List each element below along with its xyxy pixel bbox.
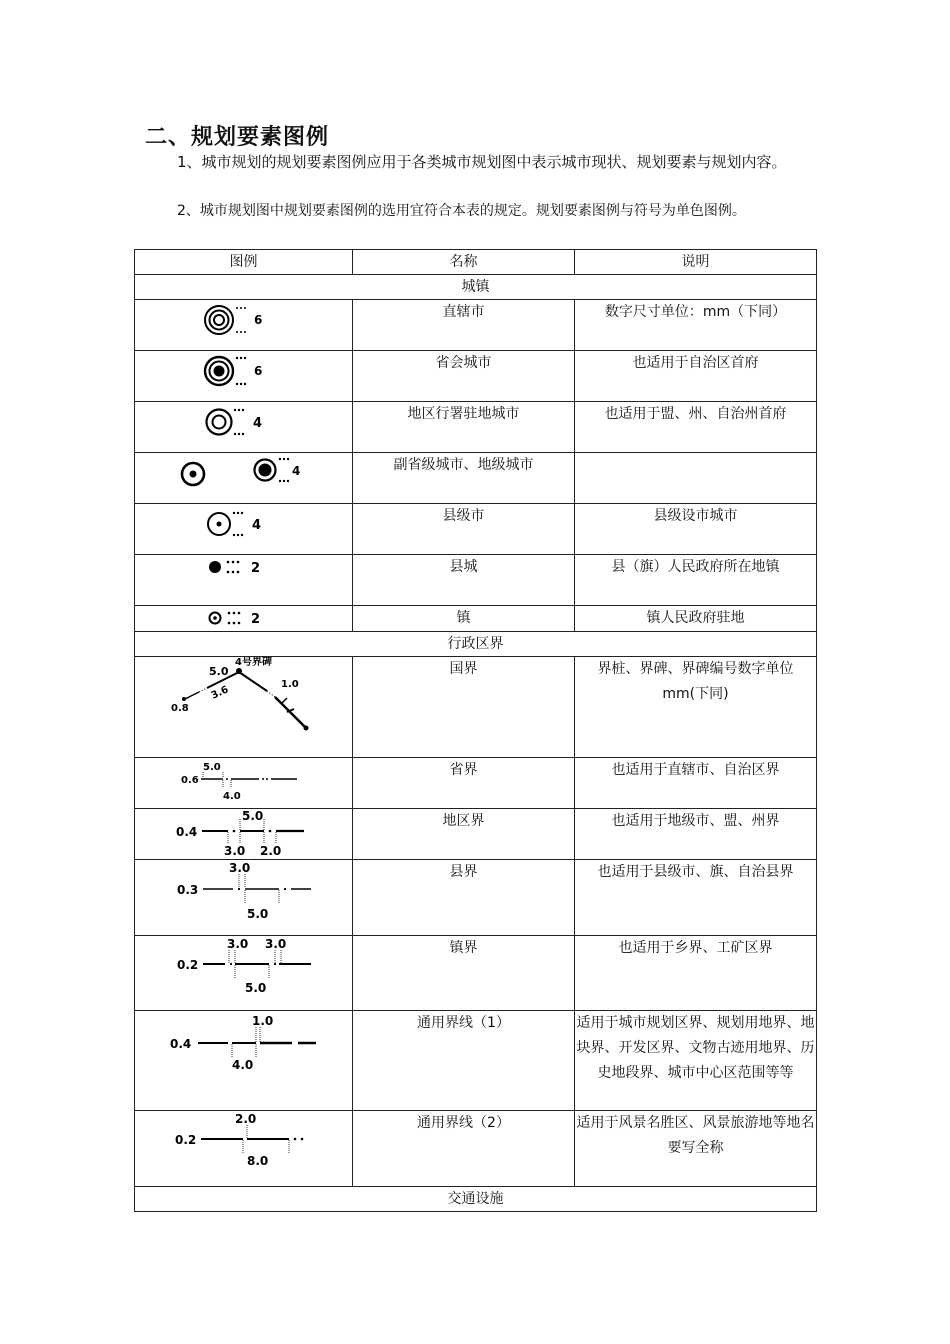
dimension-label: 0.4 — [170, 1037, 192, 1051]
name-cell: 省界 — [353, 758, 575, 809]
section-traffic: 交通设施 — [135, 1187, 817, 1212]
dimension-label: 1.0 — [280, 679, 299, 690]
double-circle-dot-symbol-icon — [199, 351, 289, 391]
size-label: 2 — [250, 612, 260, 627]
size-label: 6 — [253, 313, 262, 327]
symbol-provincial-border — [135, 758, 353, 809]
desc-cell: 镇人民政府驻地 — [575, 606, 817, 632]
provincial-border-line-icon — [179, 758, 309, 804]
symbol-town — [135, 606, 353, 632]
table-row — [135, 936, 817, 1011]
symbol-county-border — [135, 860, 353, 936]
desc-cell: 县（旗）人民政府所在地镇 — [575, 555, 817, 606]
solid-dot-symbol-icon — [199, 555, 289, 579]
header-description: 说明 — [575, 250, 817, 275]
dimension-label: 4.0 — [222, 791, 241, 802]
dimension-label: 8.0 — [247, 1154, 269, 1168]
circle-dot-pair-symbol-icon — [179, 453, 309, 493]
table-header-row — [135, 250, 817, 275]
small-circle-dot-symbol-icon — [199, 606, 289, 628]
dimension-label: 5.0 — [241, 809, 263, 823]
table-row — [135, 351, 817, 402]
name-cell: 省会城市 — [353, 351, 575, 402]
paragraph-1: 1、城市规划的规划要素图例应用于各类城市规划图中表示城市现状、规划要素与规划内容。 — [177, 153, 787, 171]
dimension-label: 3.0 — [227, 937, 249, 951]
desc-cell: 数字尺寸单位：mm（下同） — [575, 300, 817, 351]
desc-cell: 也适用于地级市、盟、州界 — [575, 809, 817, 860]
table-row — [135, 657, 817, 758]
dimension-label: 3.0 — [265, 937, 287, 951]
table-row — [135, 453, 817, 504]
dimension-label: 3.0 — [223, 844, 245, 857]
name-cell: 地区行署驻地城市 — [353, 402, 575, 453]
name-cell: 地区界 — [353, 809, 575, 860]
name-cell: 县城 — [353, 555, 575, 606]
section-boundary: 行政区界 — [135, 632, 817, 657]
double-circle-symbol-icon — [199, 402, 289, 442]
dimension-label: 4.0 — [232, 1058, 254, 1072]
desc-cell: 也适用于乡界、工矿区界 — [575, 936, 817, 1011]
page-title: 二、规划要素图例 — [145, 125, 330, 150]
symbol-prefecture-border — [135, 809, 353, 860]
dimension-label: 2.0 — [235, 1112, 257, 1126]
desc-cell: 也适用于盟、州、自治州首府 — [575, 402, 817, 453]
size-label: 4 — [251, 518, 261, 533]
table-row — [135, 300, 817, 351]
name-cell: 国界 — [353, 657, 575, 758]
table-row — [135, 402, 817, 453]
dimension-label: 5.0 — [245, 981, 267, 995]
symbol-general-boundary-2 — [135, 1111, 353, 1187]
desc-cell: 适用于城市规划区界、规划用地界、地块界、开发区界、文物古迹用地界、历史地段界、城市中心区范围等等 — [575, 1011, 817, 1111]
dimension-label: 0.2 — [177, 958, 199, 972]
name-cell: 县界 — [353, 860, 575, 936]
size-label: 6 — [253, 364, 262, 378]
table-row — [135, 809, 817, 860]
name-cell: 镇 — [353, 606, 575, 632]
header-legend: 图例 — [135, 250, 353, 275]
dimension-label: 3.0 — [229, 861, 251, 875]
desc-cell: 也适用于直辖市、自治区界 — [575, 758, 817, 809]
table-row — [135, 606, 817, 632]
section-town: 城镇 — [135, 275, 817, 300]
size-label: 4 — [252, 416, 262, 431]
name-cell: 直辖市 — [353, 300, 575, 351]
symbol-county-town — [135, 555, 353, 606]
name-cell: 通用界线（1） — [353, 1011, 575, 1111]
desc-cell — [575, 453, 817, 504]
prefecture-border-line-icon — [174, 809, 314, 857]
name-cell: 县级市 — [353, 504, 575, 555]
symbol-provincial-capital — [135, 351, 353, 402]
symbol-municipality — [135, 300, 353, 351]
name-cell: 镇界 — [353, 936, 575, 1011]
marker-label: 4号界碑 — [234, 657, 272, 668]
symbol-general-boundary-1 — [135, 1011, 353, 1111]
symbol-national-border — [135, 657, 353, 758]
desc-cell: 也适用于县级市、旗、自治县界 — [575, 860, 817, 936]
symbol-county-city — [135, 504, 353, 555]
desc-cell: 界桩、界碑、界碑编号数字单位mm(下同) — [575, 657, 817, 758]
symbol-town-border — [135, 936, 353, 1011]
circle-small-dot-symbol-icon — [199, 504, 289, 544]
general-boundary-1-line-icon — [166, 1011, 321, 1081]
symbol-prefecture-city — [135, 453, 353, 504]
size-label: 2 — [250, 561, 260, 576]
dimension-label: 5.0 — [202, 762, 221, 773]
dimension-label: 0.6 — [180, 775, 199, 786]
paragraph-2: 2、城市规划图中规划要素图例的选用宜符合本表的规定。规划要素图例与符号为单色图例。 — [177, 203, 746, 219]
table-row — [135, 1011, 817, 1111]
dimension-label: 0.8 — [170, 703, 189, 714]
symbol-prefecture-seat — [135, 402, 353, 453]
table-row — [135, 860, 817, 936]
table-row — [135, 555, 817, 606]
general-boundary-2-line-icon — [171, 1111, 316, 1173]
header-name: 名称 — [353, 250, 575, 275]
dimension-label: 0.4 — [175, 825, 197, 839]
desc-cell: 也适用于自治区首府 — [575, 351, 817, 402]
table-row — [135, 758, 817, 809]
dimension-label: 3.6 — [209, 684, 230, 702]
dimension-label: 0.3 — [177, 883, 199, 897]
town-border-line-icon — [171, 936, 316, 1002]
dimension-label: 2.0 — [259, 844, 281, 857]
table-row — [135, 1111, 817, 1187]
desc-cell: 县级设市城市 — [575, 504, 817, 555]
dimension-label: 1.0 — [252, 1014, 274, 1028]
size-label: 4 — [291, 464, 300, 478]
desc-cell: 适用于风景名胜区、风景旅游地等地名要写全称 — [575, 1111, 817, 1187]
dimension-label: 5.0 — [208, 665, 228, 678]
dimension-label: 5.0 — [247, 907, 269, 921]
county-border-line-icon — [171, 860, 316, 926]
name-cell: 副省级城市、地级城市 — [353, 453, 575, 504]
legend-table — [134, 249, 817, 1212]
table-row — [135, 504, 817, 555]
dimension-label: 0.2 — [175, 1133, 197, 1147]
name-cell: 通用界线（2） — [353, 1111, 575, 1187]
national-border-line-icon — [169, 657, 319, 751]
triple-circle-symbol-icon — [199, 300, 289, 340]
